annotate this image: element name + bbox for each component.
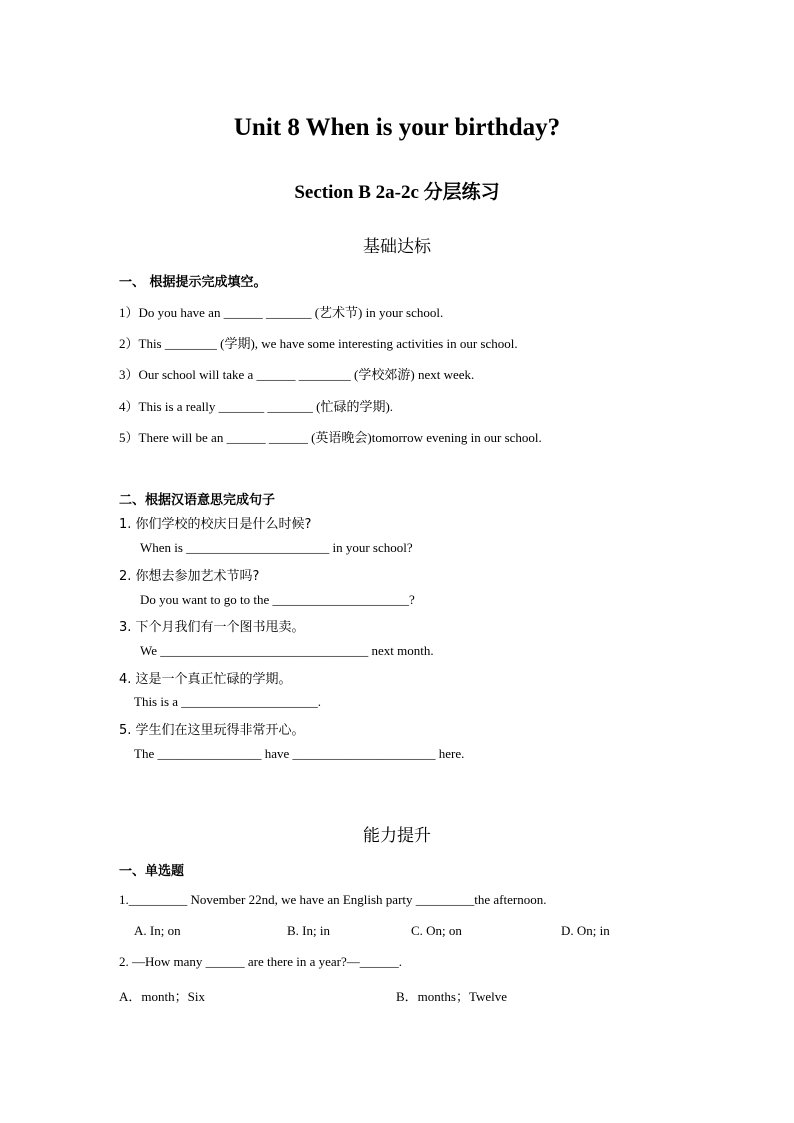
mc-option: A. In; on [134, 923, 181, 938]
translation-prompt: 3. 下个月我们有一个图书甩卖。 [119, 620, 305, 635]
mc-question-stem: 2. —How many ______ are there in a year?—______. [119, 954, 403, 969]
translation-prompt: 5. 学生们在这里玩得非常开心。 [119, 723, 305, 738]
part1-heading: 一、 根据提示完成填空。 [119, 275, 267, 290]
translation-answer-line: Do you want to go to the _____________________? [140, 592, 415, 607]
part3-heading: 一、单选题 [119, 864, 185, 879]
mc-question-stem: 1._________ November 22nd, we have an English party _________the afternoon. [119, 892, 547, 907]
level-heading-basic: 基础达标 [363, 237, 431, 257]
fill-in-item: 5）There will be an ______ ______ (英语晚会)tomorrow evening in our school. [119, 430, 542, 445]
mc-option: D. On; in [561, 923, 610, 938]
page-title: Unit 8 When is your birthday? [233, 114, 561, 141]
translation-answer-line: When is ______________________ in your school? [140, 540, 413, 555]
translation-answer-line: The ________________ have ______________________ here. [134, 746, 465, 761]
mc-option: C. On; on [411, 923, 462, 938]
translation-prompt: 2. 你想去参加艺术节吗? [119, 569, 260, 584]
level-heading-advanced: 能力提升 [363, 826, 431, 846]
part2-heading: 二、根据汉语意思完成句子 [119, 493, 276, 508]
fill-in-item: 3）Our school will take a ______ ________ (学校郊游) next week. [119, 367, 475, 382]
mc-option: B．months；Twelve [396, 989, 508, 1004]
mc-option: A．month；Six [119, 989, 205, 1004]
translation-prompt: 1. 你们学校的校庆日是什么时候? [119, 517, 312, 532]
translation-prompt: 4. 这是一个真正忙碌的学期。 [119, 672, 292, 687]
translation-answer-line: We ________________________________ next month. [140, 643, 434, 658]
fill-in-item: 1）Do you have an ______ _______ (艺术节) in your school. [119, 305, 444, 320]
fill-in-item: 2）This ________ (学期), we have some interesting activities in our school. [119, 336, 518, 351]
translation-answer-line: This is a _____________________. [134, 694, 322, 709]
mc-option: B. In; in [287, 923, 330, 938]
fill-in-item: 4）This is a really _______ _______ (忙碌的学期). [119, 399, 394, 414]
page-subtitle: Section B 2a-2c 分层练习 [294, 182, 500, 203]
